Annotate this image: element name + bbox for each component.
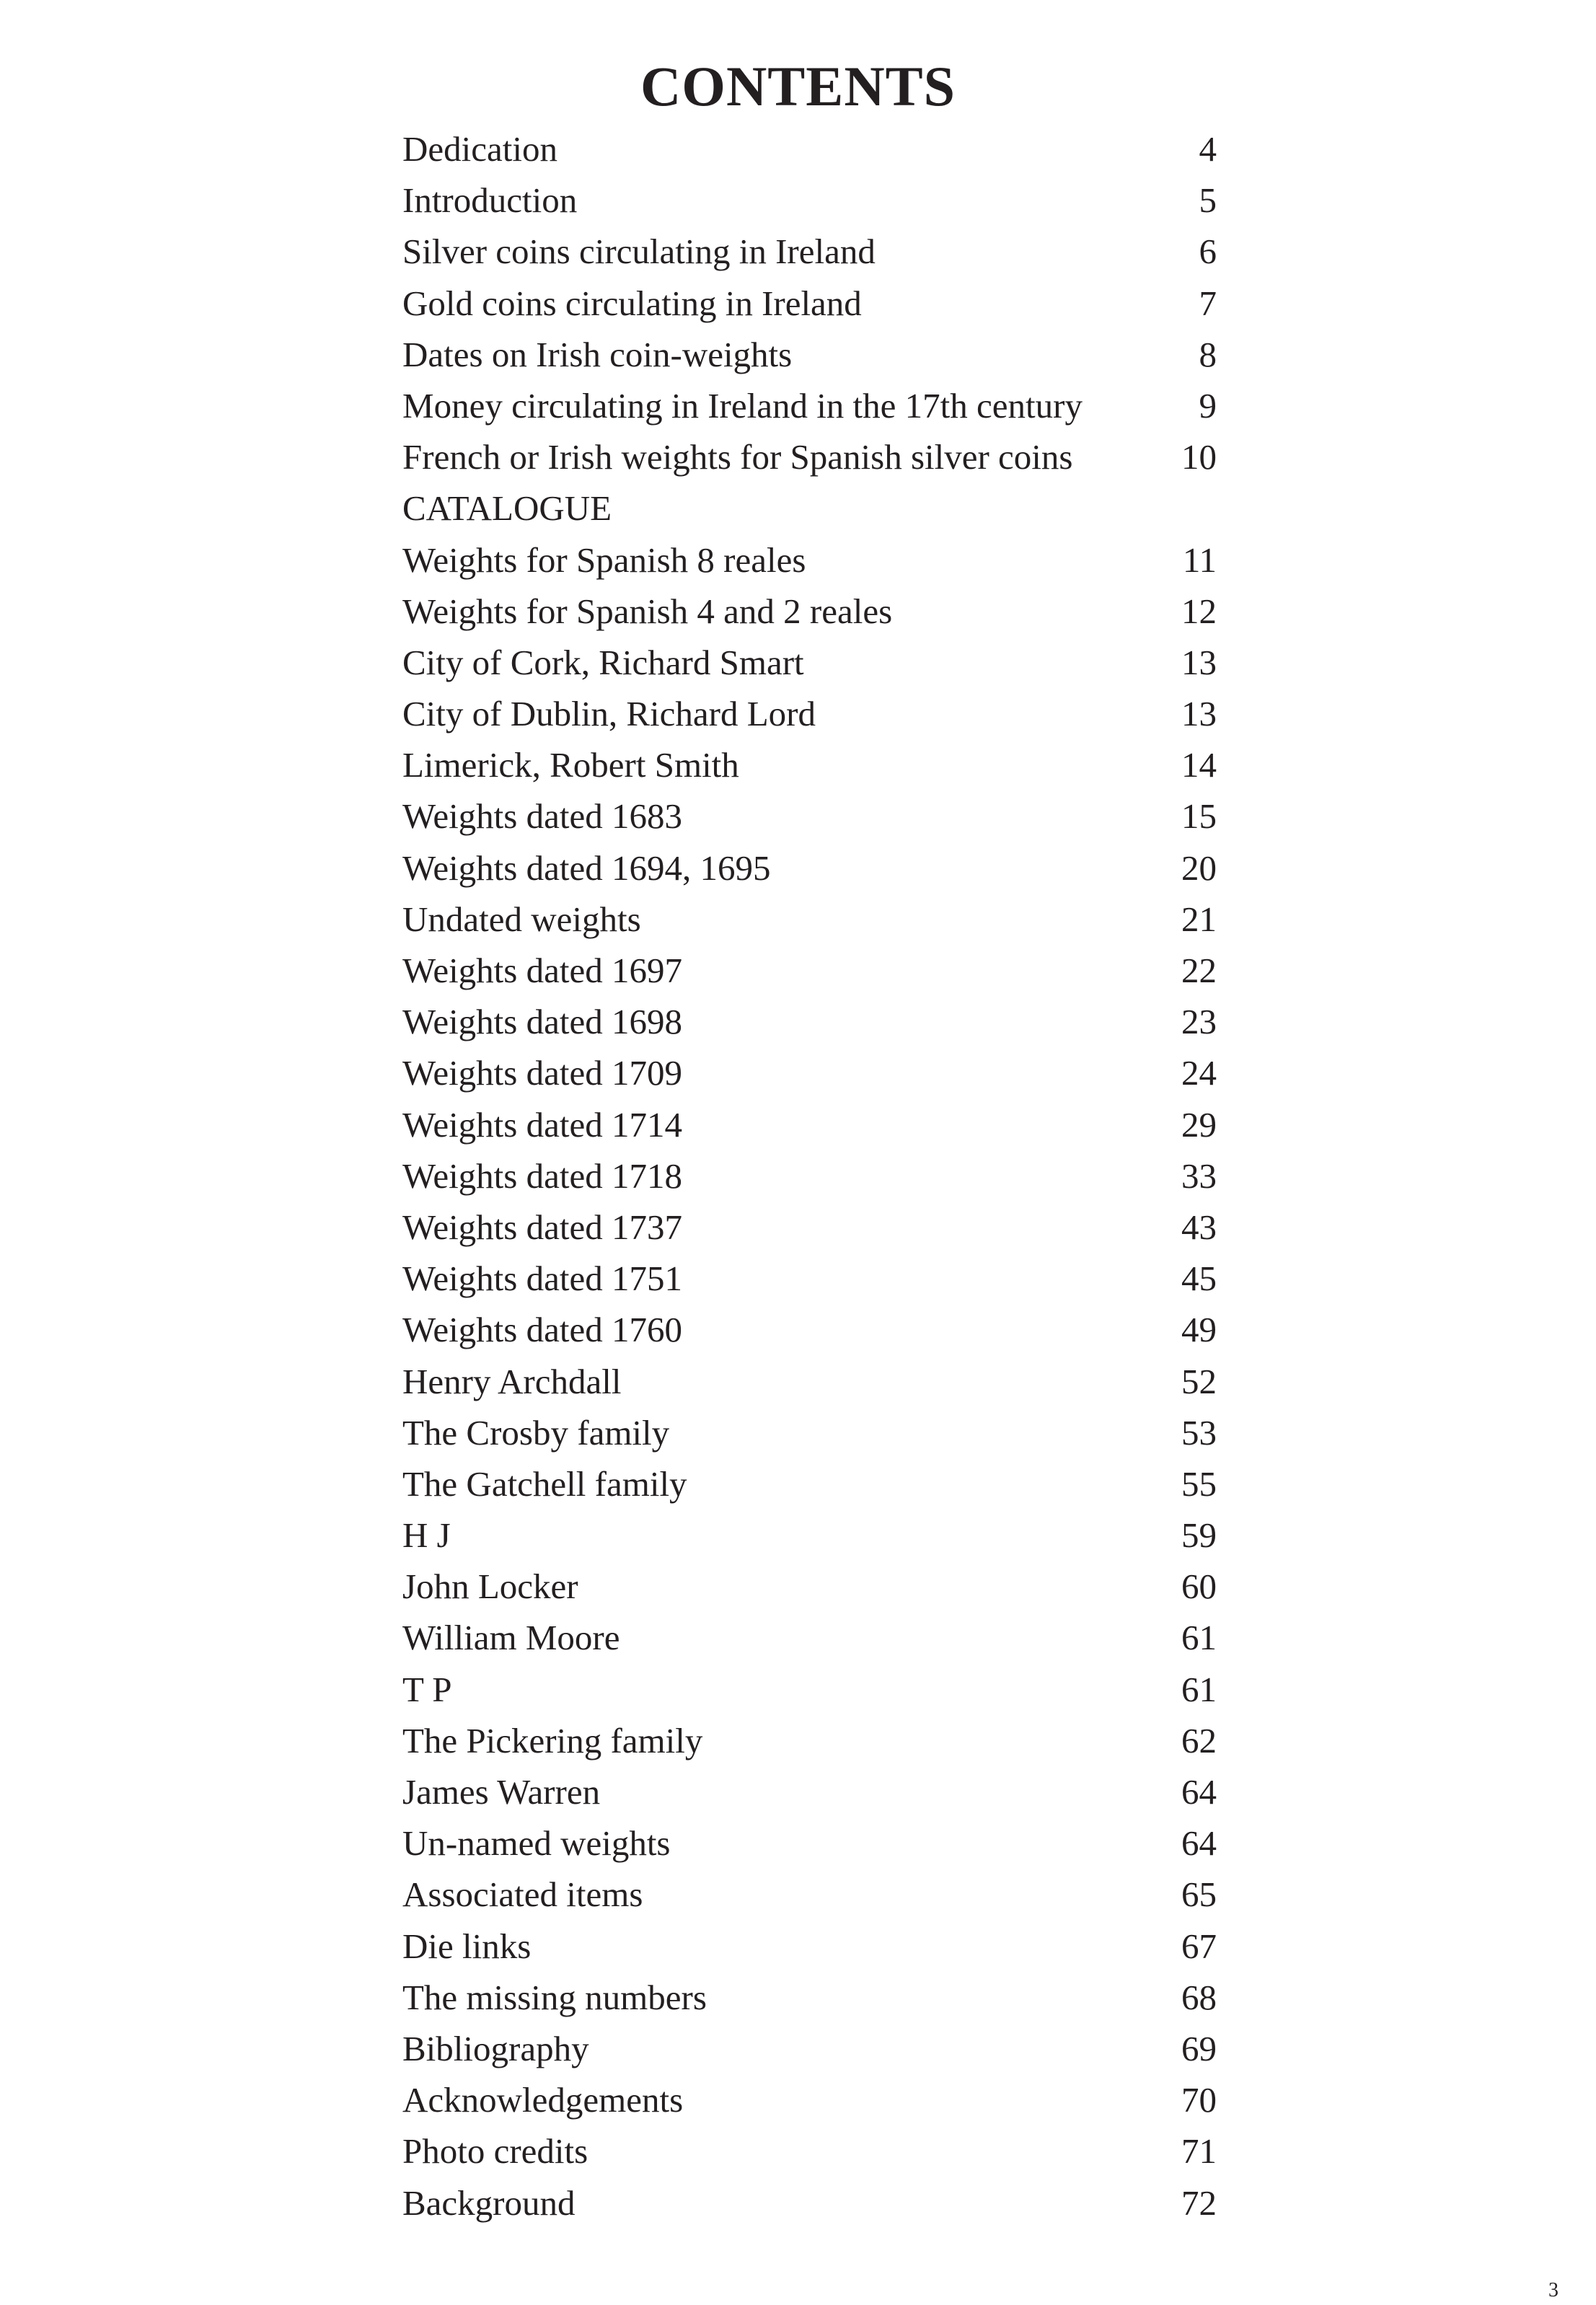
toc-entry [402,1921,1217,1972]
toc-entry [402,1150,1217,1202]
toc-entry-page: 59 [1181,1515,1217,1556]
toc-entry [402,996,1217,1047]
toc-entry-label: CATALOGUE [402,488,612,529]
toc-entry-page: 11 [1182,539,1217,580]
toc-entry-page: 64 [1181,1772,1217,1812]
toc-entry-label: Gold coins circulating in Ireland [402,283,862,323]
toc-entry-label: Die links [402,1926,532,1966]
toc-entry-label: William Moore [402,1618,620,1658]
toc-entry-page: 52 [1181,1361,1217,1401]
toc-entry [402,894,1217,945]
toc-entry-page: 9 [1199,385,1217,426]
toc-entry-page: 22 [1181,951,1217,990]
toc-entry-label: City of Cork, Richard Smart [402,642,804,682]
toc-entry-label: Limerick, Robert Smith [402,745,739,785]
toc-entry [402,1253,1217,1304]
toc-entry-label: Weights dated 1714 [402,1104,682,1145]
toc-entry-page: 4 [1199,129,1217,169]
toc-entry-page: 12 [1181,591,1217,631]
toc-entry-label: Weights dated 1718 [402,1155,682,1196]
toc-entry [402,1612,1217,1663]
toc-entry [402,1869,1217,1920]
toc-entry-page: 67 [1181,1926,1217,1966]
toc-entry [402,1356,1217,1407]
toc-entry [402,1304,1217,1355]
toc-entry-page: 24 [1181,1053,1217,1093]
toc-entry-label: Associated items [402,1874,643,1915]
toc-entry-page: 71 [1181,2131,1217,2172]
toc-entry-page: 5 [1199,180,1217,221]
toc-entry-page: 69 [1181,2028,1217,2068]
toc-entry-page: 10 [1181,437,1217,477]
toc-entry [402,278,1217,329]
toc-entry-label: Photo credits [402,2131,588,2172]
toc-entry [402,842,1217,894]
toc-entry-label: Weights dated 1760 [402,1310,682,1350]
toc-entry-page: 45 [1181,1259,1217,1299]
toc-entry-page: 8 [1199,334,1217,374]
toc-entry [402,739,1217,790]
toc-entry-label: The Pickering family [402,1720,703,1760]
toc-entry-label: French or Irish weights for Spanish silver coins [402,437,1073,477]
toc-entry-page: 29 [1181,1104,1217,1145]
toc-entry-label: The Gatchell family [402,1463,687,1504]
toc-entry-label: Weights dated 1709 [402,1053,682,1093]
toc-entry-page: 43 [1181,1207,1217,1247]
toc-entry-label: Undated weights [402,899,641,939]
toc-entry [402,2177,1217,2229]
toc-entry-label: Henry Archdall [402,1361,622,1401]
toc-entry-page: 13 [1181,694,1217,734]
toc-entry [402,431,1217,482]
toc-entry-label: Acknowledgements [402,2080,684,2120]
toc-entry-label: Un-named weights [402,1823,671,1864]
toc-entry-page: 61 [1181,1669,1217,1709]
toc-entry-page: 55 [1181,1463,1217,1504]
toc-entry-label: Money circulating in Ireland in the 17th century [402,385,1083,426]
page-title: CONTENTS [640,55,956,118]
toc-entry [402,2023,1217,2074]
toc-entry-label: Silver coins circulating in Ireland [402,232,876,272]
toc-entry [402,688,1217,739]
toc-entry-page: 60 [1181,1566,1217,1607]
toc-entry [402,226,1217,277]
toc-entry-page: 64 [1181,1823,1217,1864]
toc-entry-page: 13 [1181,642,1217,682]
toc-entry-label: Weights dated 1751 [402,1259,682,1299]
toc-entry-label: Weights for Spanish 8 reales [402,539,806,580]
toc-entry-page: 20 [1181,847,1217,888]
toc-entry-page: 61 [1181,1618,1217,1658]
toc-entry-page: 21 [1181,899,1217,939]
toc-entry [402,1047,1217,1098]
toc-entry-page: 14 [1181,745,1217,785]
toc-entry [402,1202,1217,1253]
toc-entry [402,1817,1217,1869]
toc-entry [402,1099,1217,1150]
toc-entry-label: Bibliography [402,2028,589,2068]
toc-entry [402,790,1217,842]
table-of-contents [402,123,1217,2229]
toc-entry-page: 15 [1181,796,1217,837]
toc-entry-label: Dedication [402,129,557,169]
toc-entry-label: Weights dated 1697 [402,951,682,990]
toc-entry-page: 68 [1181,1977,1217,2017]
toc-entry-page: 53 [1181,1412,1217,1453]
toc-entry [402,175,1217,226]
toc-entry [402,2125,1217,2177]
toc-entry [402,1561,1217,1612]
toc-entry-label: The Crosby family [402,1412,670,1453]
toc-entry [402,534,1217,586]
toc-entry-label: James Warren [402,1772,601,1812]
toc-entry [402,1510,1217,1561]
toc-entry [402,637,1217,688]
toc-entry-label: H J [402,1515,451,1556]
toc-entry-page: 65 [1181,1874,1217,1915]
toc-entry-label: Weights dated 1698 [402,1002,682,1042]
toc-entry-label: Weights for Spanish 4 and 2 reales [402,591,893,631]
toc-entry [402,945,1217,996]
toc-entry-page: 70 [1181,2080,1217,2120]
toc-entry [402,380,1217,431]
toc-entry [402,123,1217,175]
toc-entry-label: T P [402,1669,452,1709]
toc-entry-page: 7 [1199,283,1217,323]
toc-entry-label: Weights dated 1694, 1695 [402,847,771,888]
toc-entry-page: 62 [1181,1720,1217,1760]
toc-entry-label: Introduction [402,180,578,221]
toc-entry-label: John Locker [402,1566,578,1607]
toc-entry-label: Background [402,2182,576,2223]
toc-entry-label: Dates on Irish coin-weights [402,334,793,374]
toc-entry-page: 72 [1181,2182,1217,2223]
toc-entry-label: Weights dated 1683 [402,796,682,837]
toc-entry [402,1972,1217,2023]
toc-entry [402,1664,1217,1715]
toc-entry [402,586,1217,637]
toc-entry [402,2074,1217,2125]
toc-entry-page: 6 [1199,232,1217,272]
toc-entry-label: City of Dublin, Richard Lord [402,694,816,734]
toc-entry-page: 33 [1181,1155,1217,1196]
toc-entry [402,329,1217,380]
toc-entry-page: 49 [1181,1310,1217,1350]
toc-entry-label: Weights dated 1737 [402,1207,682,1247]
page-number: 3 [1548,2279,1558,2301]
toc-entry [402,1407,1217,1458]
toc-entry [402,482,1217,534]
toc-entry [402,1458,1217,1510]
toc-entry-label: The missing numbers [402,1977,707,2017]
toc-entry [402,1766,1217,1817]
toc-entry [402,1715,1217,1766]
toc-entry-page: 23 [1181,1002,1217,1042]
